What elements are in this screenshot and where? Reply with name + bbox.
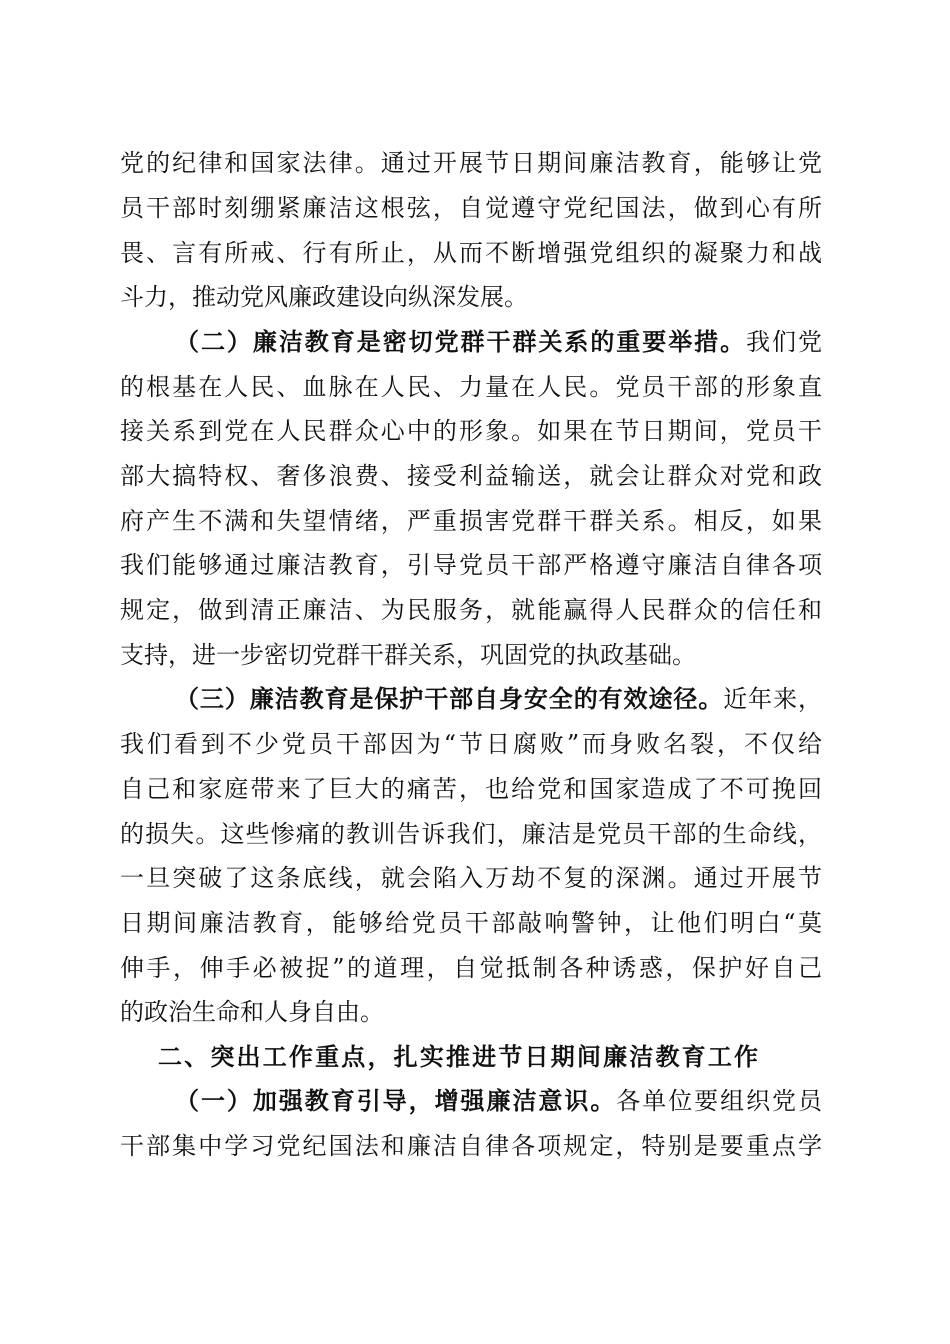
text-line: 斗力，推动党风廉政建设向纵深发展。	[120, 283, 528, 311]
text-line: 府产生不满和失望情绪，严重损害党群干群关系。相反，如果	[120, 507, 822, 535]
text: 近年来，	[723, 685, 823, 713]
text-line: 接关系到党在人民群众心中的形象。如果在节日期间，党员干	[120, 417, 822, 445]
text: 我们党	[746, 328, 823, 356]
text-line: 伸手，伸手必被捉”的道理，自觉抵制各种诱惑，保护好自己	[120, 954, 822, 982]
text-line: 畏、言有所戒、行有所止，从而不断增强党组织的凝聚力和战	[120, 239, 822, 267]
text-line: 员干部时刻绷紧廉洁这根弦，自觉遵守党纪国法，做到心有所	[120, 194, 822, 222]
text: 各单位要组织党员	[616, 1087, 823, 1115]
text-line: 日期间廉洁教育，能够给党员干部敲响警钟，让他们明白“莫	[120, 909, 822, 937]
text-line: 规定，做到清正廉洁、为民服务，就能赢得人民群众的信任和	[120, 596, 822, 624]
paragraph-lead-line	[175, 684, 822, 714]
text-line: 一旦突破了这条底线，就会陷入万劫不复的深渊。通过开展节	[120, 864, 822, 892]
text-line: 的根基在人民、血脉在人民、力量在人民。党员干部的形象直	[120, 373, 822, 401]
subheading-2: （二）廉洁教育是密切党群干群关系的重要举措。	[175, 327, 747, 356]
text-line: 自己和家庭带来了巨大的痛苦，也给党和国家造成了不可挽回	[120, 775, 822, 803]
text-line: 干部集中学习党纪国法和廉洁自律各项规定，特别是要重点学	[120, 1132, 822, 1160]
text-line: 党的纪律和国家法律。通过开展节日期间廉洁教育，能够让党	[120, 149, 822, 177]
text-line: 我们看到不少党员干部因为“节日腐败”而身败名裂，不仅给	[120, 730, 822, 758]
paragraph-lead-line	[175, 327, 822, 357]
text-line: 的损失。这些惨痛的教训告诉我们，廉洁是党员干部的生命线，	[120, 820, 822, 848]
paragraph-lead-line	[175, 1086, 822, 1116]
text-line: 的政治生命和人身自由。	[120, 998, 384, 1026]
subheading-3: （三）廉洁教育是保护干部自身安全的有效途径。	[175, 684, 724, 713]
subheading-1: （一）加强教育引导，增强廉洁意识。	[175, 1086, 617, 1115]
text-line: 支持，进一步密切党群干群关系，巩固党的执政基础。	[120, 641, 696, 669]
text-line: 部大搞特权、奢侈浪费、接受利益输送，就会让群众对党和政	[120, 462, 822, 490]
text-line: 我们能够通过廉洁教育，引导党员干部严格遵守廉洁自律各项	[120, 551, 822, 579]
section-heading: 二、突出工作重点，扎实推进节日期间廉洁教育工作	[158, 1043, 758, 1071]
